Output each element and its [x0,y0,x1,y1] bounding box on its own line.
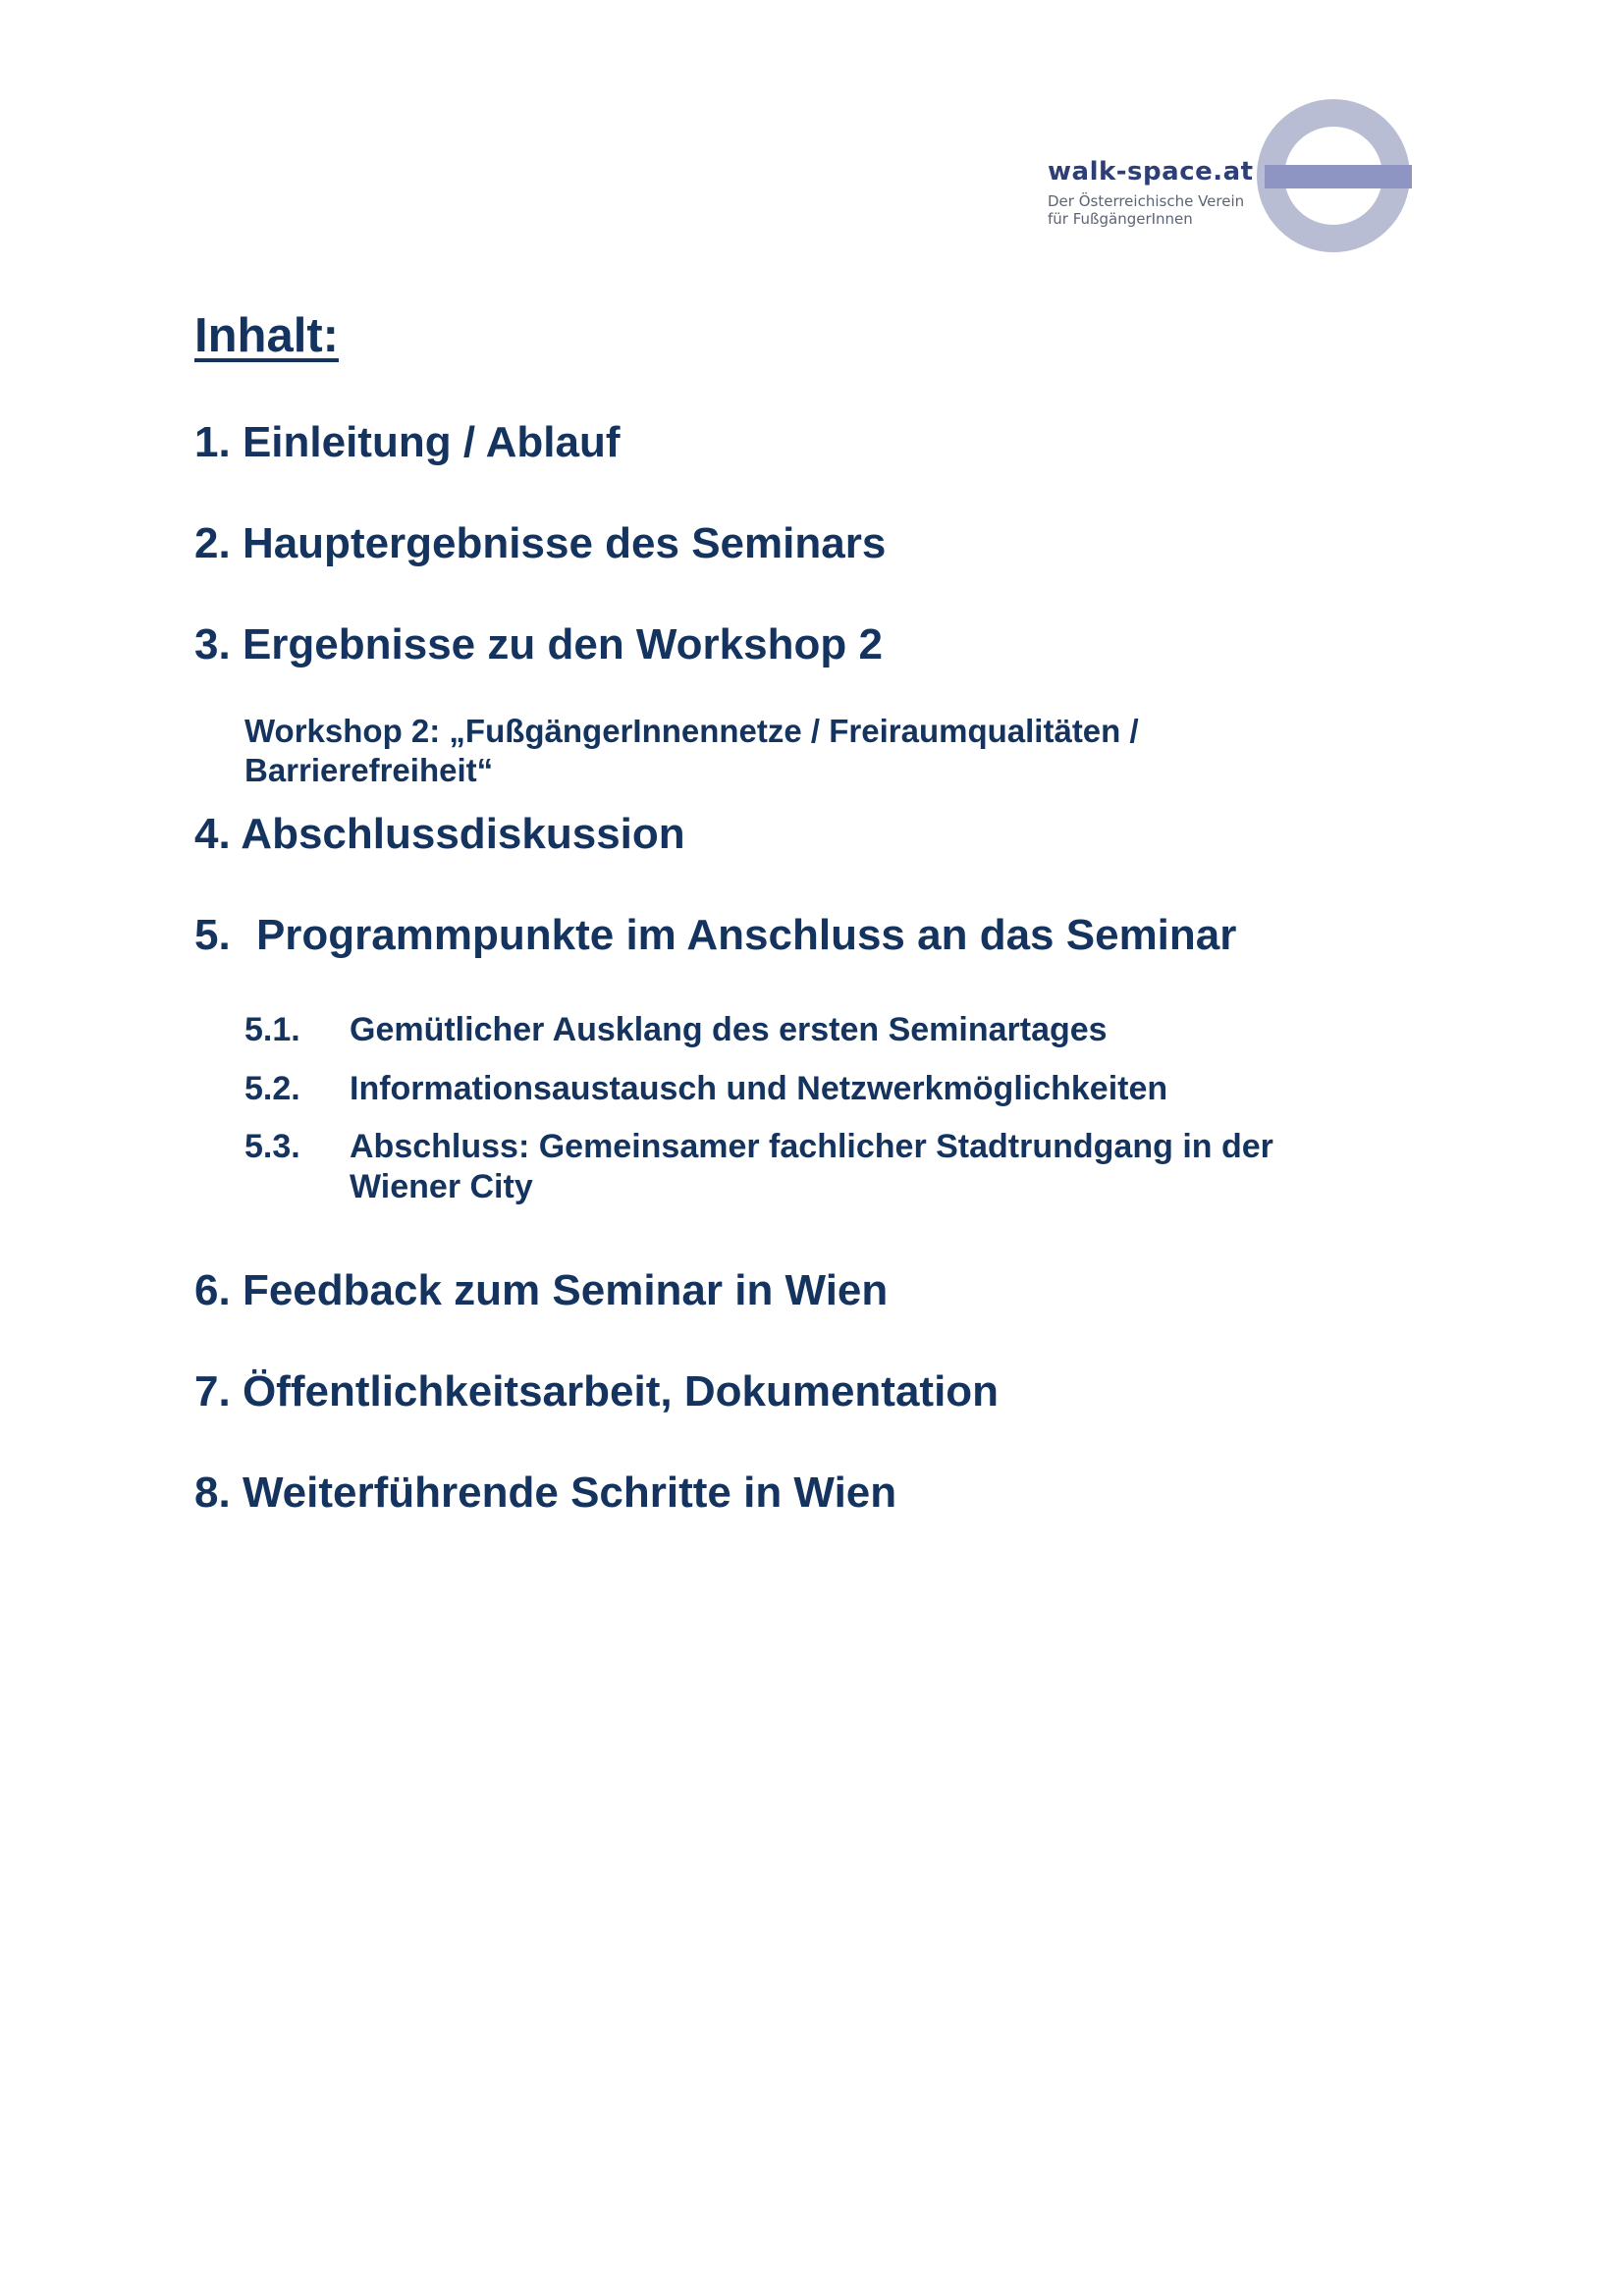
toc-item-title: Abschlussdiskussion [241,810,685,858]
toc-item-title: Feedback zum Seminar in Wien [242,1266,889,1314]
toc-item-2 [194,519,886,568]
toc-item-5 [194,911,1236,960]
toc-subitem-number: 5.1. [244,1011,300,1048]
page-title: Inhalt: [194,309,339,362]
toc-item-3-note [244,712,1139,790]
toc-item-7 [194,1367,999,1416]
toc-item-number: 1. [194,418,231,466]
logo-bar [1265,165,1412,188]
toc-item-number: 4. [194,810,231,858]
toc-item-number: 7. [194,1367,231,1415]
logo-wordmark: walk-space.at [1048,157,1254,187]
toc-item-8 [194,1468,896,1518]
toc-item-4 [194,810,685,859]
toc-subitem-number: 5.2. [244,1070,300,1107]
toc-item-6 [194,1266,888,1315]
walk-space-logo [1039,96,1437,255]
toc-note-line-1: Workshop 2: „FußgängerInnennetze / Freiraumqualitäten / [244,713,1139,749]
logo-tagline-line-1: Der Österreichische Verein [1048,192,1245,210]
toc-subitem-title-line-2: Wiener City [350,1168,533,1205]
toc-item-number: 2. [194,519,231,567]
toc-subitem-title: Gemütlicher Ausklang des ersten Seminartages [350,1011,1108,1048]
toc-subitem-title: Informationsaustausch und Netzwerkmöglichkeiten [350,1070,1168,1107]
toc-subitem-title-line-1: Abschluss: Gemeinsamer fachlicher Stadtrundgang in der [350,1128,1273,1165]
toc-item-number: 5. [194,911,231,959]
toc-item-title: Programmpunkte im Anschluss an das Seminar [255,911,1237,959]
toc-item-number: 3. [194,620,231,668]
toc-item-number: 6. [194,1266,231,1314]
toc-item-title: Weiterführende Schritte in Wien [242,1468,897,1517]
toc-item-1 [194,418,621,467]
toc-subitem-title [350,1127,1508,1207]
toc-subitem-number: 5.3. [244,1128,300,1165]
logo-tagline-line-2: für FußgängerInnen [1048,210,1193,228]
toc-item-title: Ergebnisse zu den Workshop 2 [242,620,883,668]
toc-item-title: Hauptergebnisse des Seminars [242,519,887,567]
toc-item-number: 8. [194,1468,231,1517]
toc-item-3 [194,620,883,669]
toc-note-line-2: Barrierefreiheit“ [244,752,494,788]
toc-item-title: Einleitung / Ablauf [242,418,621,466]
toc-item-title: Öffentlichkeitsarbeit, Dokumentation [242,1367,1000,1415]
